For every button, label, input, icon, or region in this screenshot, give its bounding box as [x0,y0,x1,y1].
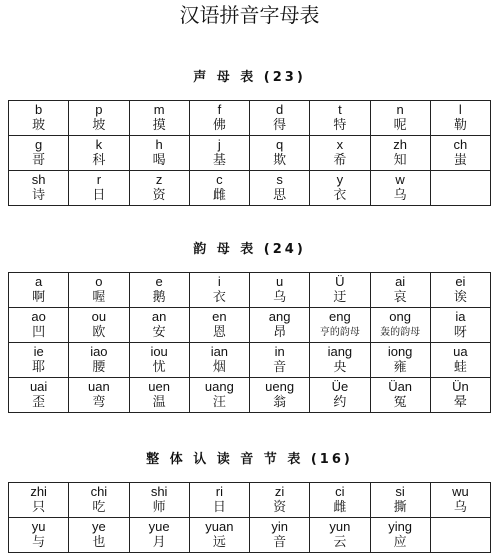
pinyin-text: Ün [452,379,469,394]
pinyin-text: b [35,102,43,117]
hanzi-text: 歪 [32,395,46,410]
letter-cell [69,343,129,378]
pinyin-text: Ü [335,274,345,289]
letter-cell [129,171,189,206]
pinyin-text: ua [453,344,468,359]
pinyin-text: iang [327,344,353,359]
letter-cell [129,483,189,518]
pinyin-text: uai [29,379,48,394]
pinyin-text: p [95,102,103,117]
letter-cell [250,136,310,171]
pinyin-text: iong [387,344,413,359]
pinyin-text: e [155,274,163,289]
pinyin-text: sh [31,172,46,187]
hanzi-text: 安 [152,325,166,340]
hanzi-text: 只 [32,500,46,515]
hanzi-text: 亨的韵母 [319,327,360,338]
pinyin-text: yuan [205,519,234,534]
letter-cell [9,343,69,378]
letter-cell [250,101,310,136]
letter-cell [430,308,490,343]
letter-cell [189,378,249,413]
letter-cell [69,136,129,171]
letter-cell [430,378,490,413]
pinyin-text: m [153,102,165,117]
pinyin-text: si [395,484,405,499]
pinyin-text: a [35,274,43,289]
hanzi-text: 基 [212,153,226,168]
pinyin-text: j [217,137,221,152]
hanzi-text: 资 [273,500,287,515]
letter-cell [430,101,490,136]
pinyin-text: u [276,274,284,289]
letter-cell [310,273,370,308]
yunmu-heading: 韵 母 表 (24) [193,242,306,257]
pinyin-text: yue [148,519,170,534]
hanzi-text: 日 [212,500,226,515]
hanzi-text: 远 [212,535,226,550]
letter-cell [370,171,430,206]
letter-cell [310,343,370,378]
table-row [9,171,491,206]
pinyin-text: o [95,274,103,289]
hanzi-text: 撕 [393,500,407,515]
letter-cell [9,308,69,343]
hanzi-text: 诶 [453,290,467,305]
hanzi-text: 喝 [152,153,166,168]
pinyin-text: x [336,137,344,152]
hanzi-text: 约 [333,395,347,410]
hanzi-text: 乌 [453,500,467,515]
letter-cell [69,518,129,553]
hanzi-text: 喔 [92,290,106,305]
hanzi-text: 烟 [212,360,226,375]
hanzi-text: 特 [333,118,347,133]
hanzi-text: 云 [333,535,347,550]
hanzi-text: 玻 [32,118,46,133]
letter-cell [9,483,69,518]
pinyin-text: ia [455,309,466,324]
hanzi-text: 衣 [333,188,347,203]
pinyin-text: zh [393,137,407,152]
table-row [9,273,491,308]
letter-cell [370,518,430,553]
hanzi-text: 音 [273,360,287,375]
letter-cell [129,343,189,378]
hanzi-text: 哥 [32,153,46,168]
hanzi-text: 耶 [32,360,46,375]
pinyin-text: en [212,309,227,324]
letter-cell [250,518,310,553]
letter-cell [129,378,189,413]
hanzi-text: 欧 [92,325,106,340]
table-row [9,308,491,343]
letter-cell [189,343,249,378]
pinyin-text: uen [148,379,170,394]
pinyin-text: chi [90,484,108,499]
hanzi-text: 摸 [152,118,166,133]
pinyin-text: h [155,137,163,152]
letter-cell [69,483,129,518]
letter-cell [189,483,249,518]
zhengti-heading: 整 体 认 读 音 节 表 (16) [146,452,353,467]
letter-cell [129,136,189,171]
hanzi-text: 雌 [212,188,226,203]
hanzi-text: 昂 [273,325,287,340]
pinyin-text: d [276,102,284,117]
pinyin-text: zhi [30,484,47,499]
pinyin-text: ong [389,309,411,324]
letter-cell [250,308,310,343]
hanzi-text: 恩 [212,325,226,340]
letter-cell [189,171,249,206]
pinyin-text: r [96,172,102,187]
pinyin-text: n [396,102,404,117]
hanzi-text: 忧 [152,360,166,375]
shengmu-heading: 声 母 表 (23) [193,70,306,85]
hanzi-text: 轰的韵母 [380,327,421,338]
hanzi-text: 迂 [333,290,347,305]
hanzi-text: 得 [273,118,287,133]
letter-cell [69,101,129,136]
pinyin-text: g [35,137,43,152]
hanzi-text: 乌 [393,188,407,203]
pinyin-text: ri [215,484,223,499]
pinyin-text: zi [274,484,285,499]
letter-cell [370,483,430,518]
pinyin-text: eng [329,309,351,324]
hanzi-text: 呀 [453,325,467,340]
pinyin-text: ei [455,274,466,289]
pinyin-text: y [336,172,344,187]
pinyin-text: f [217,102,222,117]
hanzi-text: 雍 [393,360,407,375]
hanzi-text: 温 [152,395,166,410]
hanzi-text: 呢 [393,118,407,133]
pinyin-text: iao [90,344,108,359]
letter-cell [430,343,490,378]
hanzi-text: 月 [152,535,166,550]
letter-cell [370,101,430,136]
hanzi-text: 应 [393,535,407,550]
letter-cell [189,101,249,136]
letter-cell [189,273,249,308]
letter-cell [129,273,189,308]
pinyin-text: an [151,309,167,324]
hanzi-text: 腰 [92,360,106,375]
pinyin-text: uang [204,379,234,394]
letter-cell [310,308,370,343]
letter-cell [430,136,490,171]
letter-cell [129,308,189,343]
letter-cell [370,343,430,378]
pinyin-text: k [95,137,103,152]
letter-cell [310,378,370,413]
pinyin-text: yin [271,519,288,534]
pinyin-text: ang [268,309,291,324]
pinyin-text: yu [31,519,46,534]
hanzi-text: 蚩 [453,153,467,168]
letter-cell [250,343,310,378]
table-row [9,518,491,553]
letter-cell [370,378,430,413]
letter-cell [310,101,370,136]
pinyin-text: ou [91,309,107,324]
letter-cell [310,136,370,171]
pinyin-text: ye [92,519,106,534]
hanzi-text: 汪 [212,395,226,410]
letter-cell [189,308,249,343]
letter-cell [370,136,430,171]
pinyin-text: ci [335,484,345,499]
letter-cell [310,483,370,518]
hanzi-text: 央 [333,360,347,375]
letter-cell [9,518,69,553]
hanzi-text: 知 [393,153,407,168]
pinyin-text: z [155,172,163,187]
pinyin-text: ai [395,274,406,289]
letter-cell [310,518,370,553]
pinyin-text: Üan [388,379,413,394]
pinyin-text: ying [388,519,413,534]
pinyin-text: ie [33,344,44,359]
hanzi-text: 弯 [92,395,106,410]
zhengti-table [8,482,491,553]
letter-cell [250,378,310,413]
table-row [9,343,491,378]
hanzi-text: 晕 [453,395,467,410]
letter-cell [370,273,430,308]
letter-cell [9,378,69,413]
hanzi-text: 乌 [273,290,287,305]
letter-cell [370,308,430,343]
pinyin-text: q [276,137,284,152]
letter-cell [129,518,189,553]
pinyin-text: uan [88,379,110,394]
letter-cell [189,518,249,553]
page-title: 汉语拼音字母表 [179,3,320,27]
pinyin-text: ueng [265,379,295,394]
table-row [9,101,491,136]
letter-cell [250,171,310,206]
hanzi-text: 科 [92,153,106,168]
letter-cell [430,171,490,206]
hanzi-text: 衣 [212,290,226,305]
pinyin-text: yun [329,519,351,534]
hanzi-text: 也 [92,535,106,550]
letter-cell [430,273,490,308]
letter-cell [129,101,189,136]
letter-cell [189,136,249,171]
letter-cell [69,378,129,413]
hanzi-text: 音 [273,535,287,550]
pinyin-text: iou [150,344,168,359]
hanzi-text: 蛙 [453,360,467,375]
letter-cell [310,171,370,206]
pinyin-text: in [274,344,285,359]
hanzi-text: 冤 [393,395,407,410]
letter-cell [430,483,490,518]
table-row [9,136,491,171]
letter-cell [9,136,69,171]
hanzi-text: 凹 [32,325,46,340]
hanzi-text: 资 [152,188,166,203]
hanzi-text: 希 [333,153,347,168]
hanzi-text: 吃 [92,500,106,515]
letter-cell [9,273,69,308]
letter-cell [69,308,129,343]
pinyin-text: ao [31,309,46,324]
letter-cell [9,101,69,136]
hanzi-text: 佛 [212,118,226,133]
pinyin-text: ian [210,344,229,359]
letter-cell [430,518,490,553]
hanzi-text: 翁 [273,395,287,410]
hanzi-text: 坡 [92,118,106,133]
table-row [9,483,491,518]
hanzi-text: 啊 [32,290,46,305]
pinyin-text: l [458,102,462,117]
letter-cell [9,171,69,206]
hanzi-text: 哀 [393,290,407,305]
hanzi-text: 师 [152,500,166,515]
pinyin-text: c [216,172,223,187]
pinyin-text: Üe [331,379,349,394]
table-row [9,378,491,413]
pinyin-text: shi [150,484,168,499]
shengmu-table [8,100,491,206]
hanzi-text: 欺 [273,153,287,168]
letter-cell [250,273,310,308]
hanzi-text: 勒 [453,118,467,133]
pinyin-text: ch [453,137,468,152]
hanzi-text: 雌 [333,500,347,515]
pinyin-text: wu [452,484,469,499]
letter-cell [69,171,129,206]
yunmu-table [8,272,491,413]
hanzi-text: 日 [92,188,106,203]
pinyin-text: i [217,274,221,289]
hanzi-text: 思 [273,188,287,203]
letter-cell [69,273,129,308]
hanzi-text: 诗 [32,188,46,203]
hanzi-text: 与 [32,535,46,550]
hanzi-text: 鹅 [152,290,166,305]
pinyin-text: w [395,172,405,187]
pinyin-text: t [338,102,342,117]
pinyin-text: s [276,172,283,187]
letter-cell [250,483,310,518]
